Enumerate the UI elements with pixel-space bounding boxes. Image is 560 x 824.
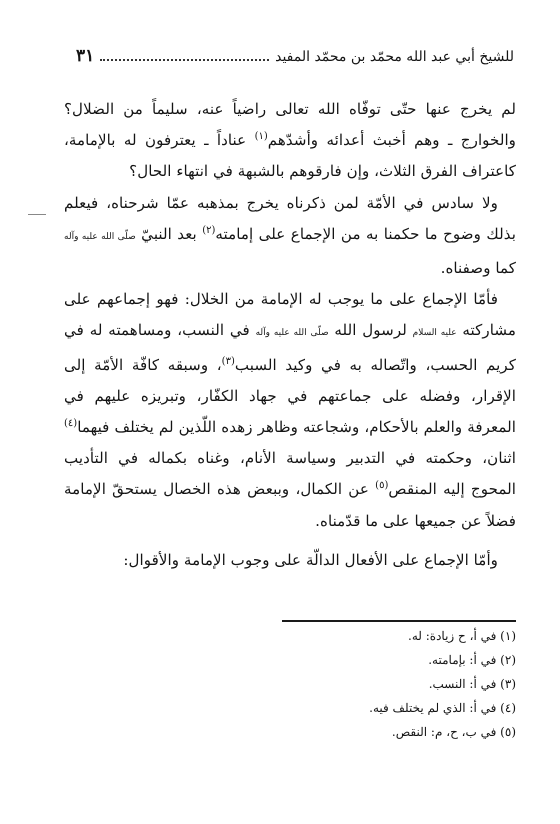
header-title: للشيخ أبي عبد الله محمّد بن محمّد المفيد (275, 49, 514, 65)
text-run: كما وصفناه. (440, 259, 516, 278)
text-run: اثنان، وحكمته في التدبير وسياسة الأنام، وغناه بكماله في التأديب المحوج إليه المنقص (64, 449, 517, 499)
margin-mark (28, 214, 46, 215)
honorific: عليه السلام (412, 328, 457, 339)
footnote-item: (٥) في ب، ح، م: النقص. (391, 725, 516, 739)
honorific: صلّى الله عليه وآله (255, 328, 329, 339)
footnote-ref: (٢) (202, 224, 216, 236)
footnote-separator (282, 620, 516, 622)
text-run: عناداً ـ يعترفون له بالإمامة، كاعتراف الفرق الثلاث، وإن فارقوهم بالشبهة في انتهاء الحال؟ (64, 131, 516, 181)
footnote-ref: (١) (254, 131, 268, 143)
footnote-ref: (٤) (64, 417, 78, 429)
text-run: في النسب، ومساهمته له في كريم الحسب، واتّصاله به في وكيد السبب (64, 321, 516, 374)
footnote-item: (٢) في أ: بإمامته. (428, 653, 516, 667)
running-header (76, 46, 514, 70)
text-run: وأمّا الإجماع على الأفعال الدالّة على وجوب الإمامة والأقوال: (123, 550, 498, 569)
dot-leader (100, 47, 269, 61)
footnote-item: (٤) في أ: الذي لم يختلف فيه. (369, 701, 516, 715)
body-text (64, 94, 516, 576)
body-paragraph (64, 188, 516, 285)
body-paragraph (64, 94, 516, 188)
footnote-ref: (٥) (375, 480, 389, 492)
body-paragraph (64, 284, 516, 537)
footnote-ref: (٣) (221, 355, 235, 367)
text-run: ولا سادس في الأمّة لمن ذكرناه يخرج بمذهبه عمّا شرحناه، فيعلم بذلك وضوح ما حكمنا به من الإجماع على إمامته (64, 193, 516, 243)
page-number: ٣١ (76, 46, 95, 66)
text-run: لم يخرج عنها حتّى توفّاه الله تعالى راضياً عنه، سليماً من الضلال؟ والخوارج ـ وهم أخبث أعدائه وأشدّهم (64, 100, 516, 150)
text-run: عن الكمال، وببعض هذه الخصال يستحقّ الإمامة فضلاً عن جميعها على ما قدّمناه. (64, 480, 516, 530)
footnotes (196, 624, 516, 744)
text-run: فأمّا الإجماع على ما يوجب له الإمامة من الخلال: فهو إجماعهم على مشاركته (64, 290, 516, 340)
text-run: بعد النبيّ (135, 224, 203, 243)
text-run: ، وسبقه كافّة الأمّة إلى الإقرار، وفضله على جماعتهم في جهاد الكفّار، وتبريزه عليهم في المعرفة والعلم بالأحكام، وشجاعته وظاهر زهده اللّذين لم يختلف فيهما (64, 355, 516, 437)
body-paragraph (64, 545, 516, 576)
footnote-item: (٣) في أ: النسب. (428, 677, 516, 691)
footnote-item: (١) في أ، ح زيادة: له. (408, 629, 516, 643)
honorific: صلّى الله عليه وآله (64, 231, 136, 242)
text-run: لرسول الله (328, 321, 413, 340)
